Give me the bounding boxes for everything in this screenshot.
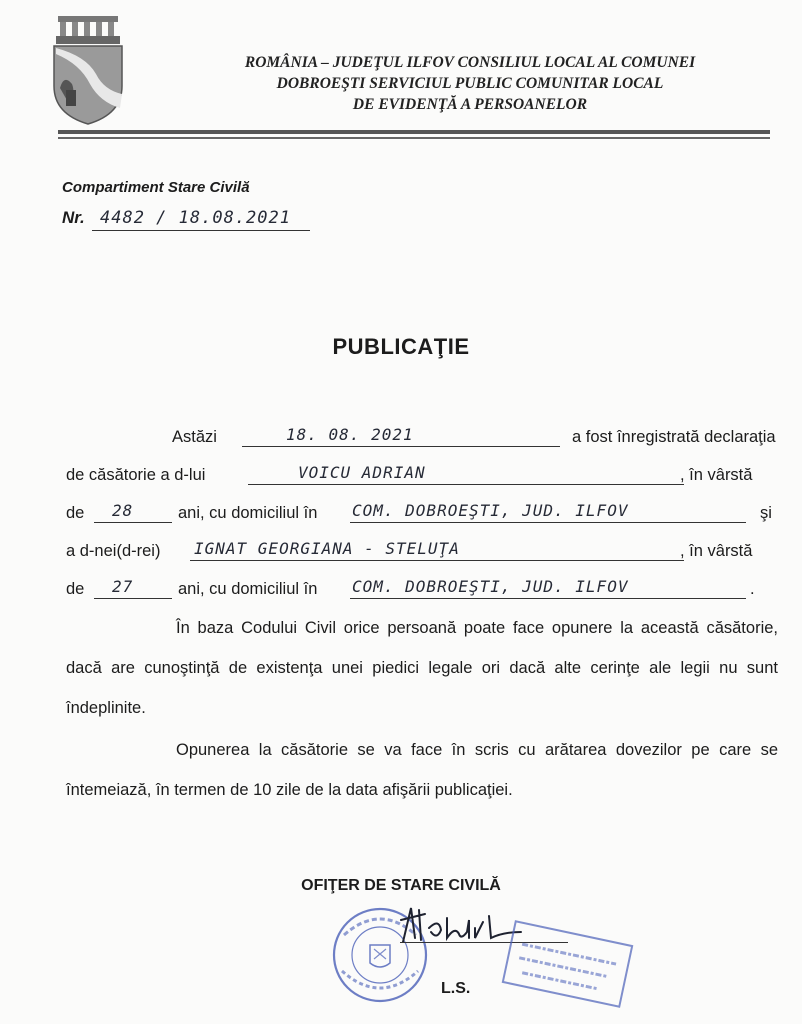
- form-line-groom-details: [66, 500, 774, 530]
- form-line-bride: [66, 538, 774, 568]
- form-line-date: [66, 424, 774, 454]
- date-field: [242, 425, 560, 447]
- groom-age-field: [94, 501, 172, 523]
- header-line-2: DOBROEŞTI SERVICIUL PUBLIC COMUNITAR LOCAL: [276, 75, 664, 92]
- header-divider-thin: [58, 137, 770, 139]
- opposition-paragraph: [66, 608, 778, 728]
- bride-address-field: [350, 577, 746, 599]
- domicile-text-2: ani, cu domiciliul în: [178, 580, 318, 598]
- de-label: de: [66, 504, 85, 522]
- groom-name: VOICU ADRIAN: [298, 463, 426, 482]
- si-text: şi: [760, 504, 772, 522]
- bride-name-field: [190, 539, 684, 561]
- period: .: [750, 580, 755, 598]
- officer-title: OFIŢER DE STARE CIVILĂ: [301, 877, 501, 894]
- header-line-3: DE EVIDENŢĂ A PERSOANELOR: [352, 96, 588, 113]
- registration-number: 4482 / 18.08.2021: [100, 208, 291, 228]
- ls-label: L.S.: [441, 980, 471, 997]
- bride-name: IGNAT GEORGIANA - STELUŢA: [194, 539, 460, 558]
- registration-label: Nr.: [62, 208, 85, 227]
- groom-address: COM. DOBROEŞTI, JUD. ILFOV: [352, 501, 629, 520]
- coat-of-arms-icon: [50, 14, 126, 126]
- name-stamp-icon: [499, 918, 635, 1011]
- header-line-1: ROMÂNIA – JUDEŢUL ILFOV CONSILIUL LOCAL AL COMUNEI: [244, 54, 696, 71]
- document-title: PUBLICAŢIE: [332, 334, 470, 359]
- registration-underline: [92, 230, 310, 231]
- domicile-text: ani, cu domiciliul în: [178, 504, 318, 522]
- groom-age: 28: [112, 501, 134, 520]
- department-label: Compartiment Stare Civilă: [62, 179, 250, 196]
- bride-address: COM. DOBROEŞTI, JUD. ILFOV: [352, 577, 629, 596]
- registered-text: a fost înregistrată declaraţia: [572, 428, 776, 446]
- today-label: Astăzi: [172, 428, 217, 446]
- groom-address-field: [350, 501, 746, 523]
- bride-age-text: , în vârstă: [680, 542, 753, 560]
- bride-age-field: [94, 577, 172, 599]
- form-line-groom: [66, 462, 774, 492]
- de-label-2: de: [66, 580, 85, 598]
- paragraph-1: În baza Codului Civil orice persoană poate face opunere la această căsătorie, dacă are cunoştinţă de existenţa unei piedici legale ori dacă alte cerinţe ale legii nu sunt îndeplinite.: [66, 619, 778, 717]
- groom-name-field: [248, 463, 684, 485]
- bride-prefix: a d-nei(d-rei): [66, 542, 161, 560]
- institution-header: [160, 52, 780, 115]
- form-line-bride-details: [66, 576, 774, 606]
- signature-icon: [395, 898, 525, 958]
- groom-age-text: , în vârstă: [680, 466, 753, 484]
- deadline-paragraph: [66, 730, 778, 810]
- bride-age: 27: [112, 577, 134, 596]
- paragraph-2: Opunerea la căsătorie se va face în scris cu arătarea dovezilor pe care se întemeiază, în termen de 10 zile de la data afişării publicaţiei.: [66, 741, 778, 799]
- header-divider: [58, 130, 770, 134]
- date-value: 18. 08. 2021: [286, 425, 414, 444]
- groom-prefix: de căsătorie a d-lui: [66, 466, 206, 484]
